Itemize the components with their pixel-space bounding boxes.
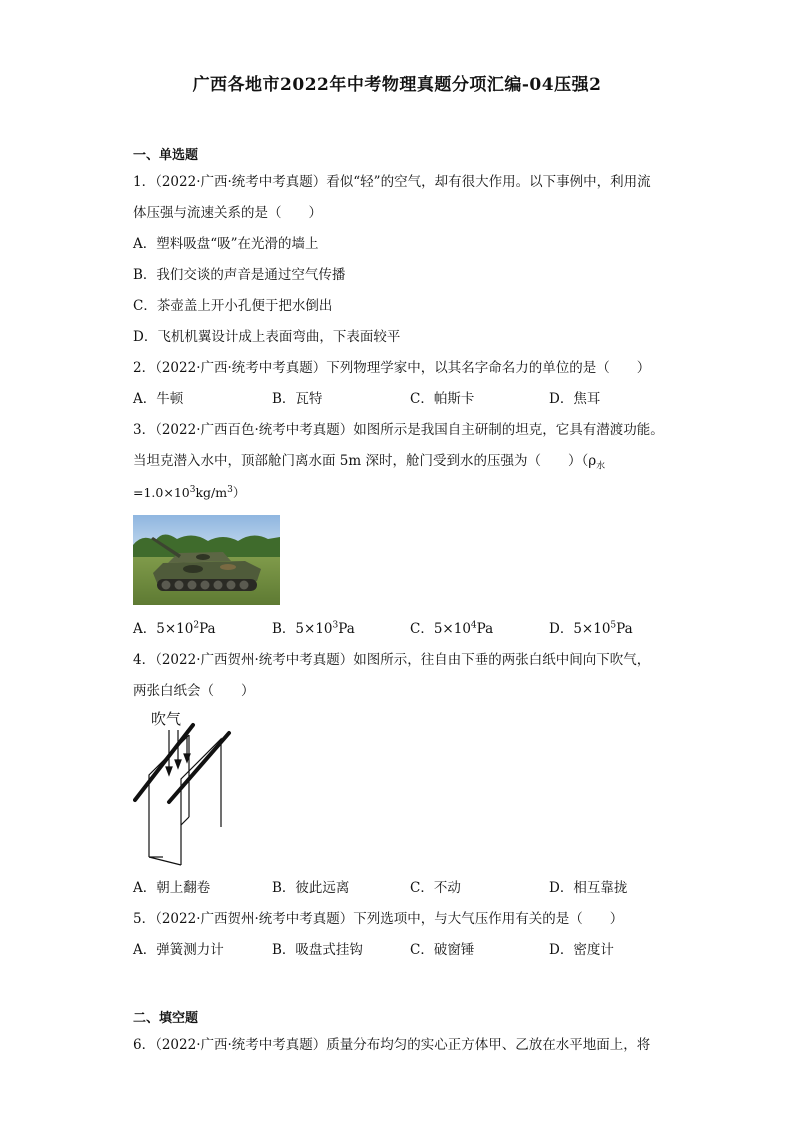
question-4-option-a: A．朝上翻卷 bbox=[133, 880, 211, 896]
question-4-option-d: D．相互靠拢 bbox=[549, 880, 628, 896]
question-2-option-d: D．焦耳 bbox=[549, 391, 601, 407]
question-1-option-a: A．塑料吸盘“吸”在光滑的墙上 bbox=[133, 236, 319, 252]
option-d-base: D．5×10 bbox=[549, 621, 611, 637]
option-c-base: C．5×10 bbox=[410, 621, 471, 637]
option-b-exponent: 3 bbox=[332, 620, 339, 631]
density-exponent: 3 bbox=[189, 484, 196, 495]
option-b-base: B．5×10 bbox=[272, 621, 333, 637]
question-1-option-c: C．茶壶盖上开小孔便于把水倒出 bbox=[133, 298, 333, 314]
paper-diagram bbox=[133, 705, 243, 870]
question-5-text: 5．（2022·广西贺州·统考中考真题）下列选项中，与大气压作用有关的是（ ） bbox=[133, 911, 624, 927]
density-unit: kg/m bbox=[195, 485, 228, 500]
blowing-paper-figure bbox=[133, 705, 243, 870]
question-2-option-a: A．牛顿 bbox=[133, 391, 184, 407]
question-3-text-line2: 当坦克潜入水中，顶部舱门离水面 5m 深时，舱门受到水的压强为（ ）（ρ bbox=[133, 453, 597, 469]
density-base: =1.0×10 bbox=[133, 485, 190, 500]
question-2-option-c: C．帕斯卡 bbox=[410, 391, 475, 407]
question-5-option-b: B．吸盘式挂钩 bbox=[272, 942, 363, 958]
question-1-text: 1．（2022·广西·统考中考真题）看似“轻”的空气，却有很大作用。以下事例中，利用流 bbox=[133, 174, 651, 190]
density-close: ） bbox=[232, 485, 246, 500]
option-c-exponent: 4 bbox=[470, 620, 477, 631]
question-1-option-d: D．飞机机翼设计成上表面弯曲，下表面较平 bbox=[133, 329, 401, 345]
question-5-option-c: C．破窗锤 bbox=[410, 942, 475, 958]
question-1-text-cont: 体压强与流速关系的是（ ） bbox=[133, 205, 322, 221]
question-5-option-a: A．弹簧测力计 bbox=[133, 942, 224, 958]
question-4-option-c: C．不动 bbox=[410, 880, 461, 896]
question-3-option-b bbox=[272, 620, 355, 638]
question-3-density bbox=[133, 484, 245, 502]
question-5-option-d: D．密度计 bbox=[549, 942, 614, 958]
tank-photo bbox=[133, 515, 280, 605]
question-4-text: 4．（2022·广西贺州·统考中考真题）如图所示，往自由下垂的两张白纸中间向下吹气， bbox=[133, 652, 651, 668]
rho-subscript: 水 bbox=[596, 461, 606, 472]
section-heading-fill-in: 二、填空题 bbox=[133, 1011, 199, 1026]
question-2-option-b: B．瓦特 bbox=[272, 391, 323, 407]
question-3-text: 3．（2022·广西百色·统考中考真题）如图所示是我国自主研制的坦克，它具有潜渡功能。 bbox=[133, 422, 664, 438]
option-a-exponent: 2 bbox=[193, 620, 200, 631]
figure-label-blow: 吹气 bbox=[151, 710, 182, 728]
question-3-option-d bbox=[549, 620, 633, 638]
option-a-unit: Pa bbox=[199, 621, 216, 637]
question-3-option-a bbox=[133, 620, 216, 638]
tank-illustration bbox=[133, 515, 280, 605]
document-title: 广西各地市2022年中考物理真题分项汇编-04压强2 bbox=[192, 75, 602, 95]
question-3-option-c bbox=[410, 620, 493, 638]
density-unit-exponent: 3 bbox=[227, 484, 233, 495]
question-6-text: 6．（2022·广西·统考中考真题）质量分布均匀的实心正方体甲、乙放在水平地面上，将 bbox=[133, 1037, 651, 1053]
question-1-option-b: B．我们交谈的声音是通过空气传播 bbox=[133, 267, 346, 283]
option-d-exponent: 5 bbox=[610, 620, 617, 631]
section-heading-single-choice: 一、单选题 bbox=[133, 148, 199, 163]
option-a-base: A．5×10 bbox=[133, 621, 194, 637]
question-3-text-cont bbox=[133, 452, 605, 476]
option-d-unit: Pa bbox=[616, 621, 633, 637]
option-b-unit: Pa bbox=[338, 621, 355, 637]
option-c-unit: Pa bbox=[476, 621, 494, 637]
question-4-option-b: B．彼此远离 bbox=[272, 880, 350, 896]
question-4-text-cont: 两张白纸会（ ） bbox=[133, 683, 255, 699]
question-2-text: 2．（2022·广西·统考中考真题）下列物理学家中，以其名字命名力的单位的是（ ） bbox=[133, 360, 651, 376]
